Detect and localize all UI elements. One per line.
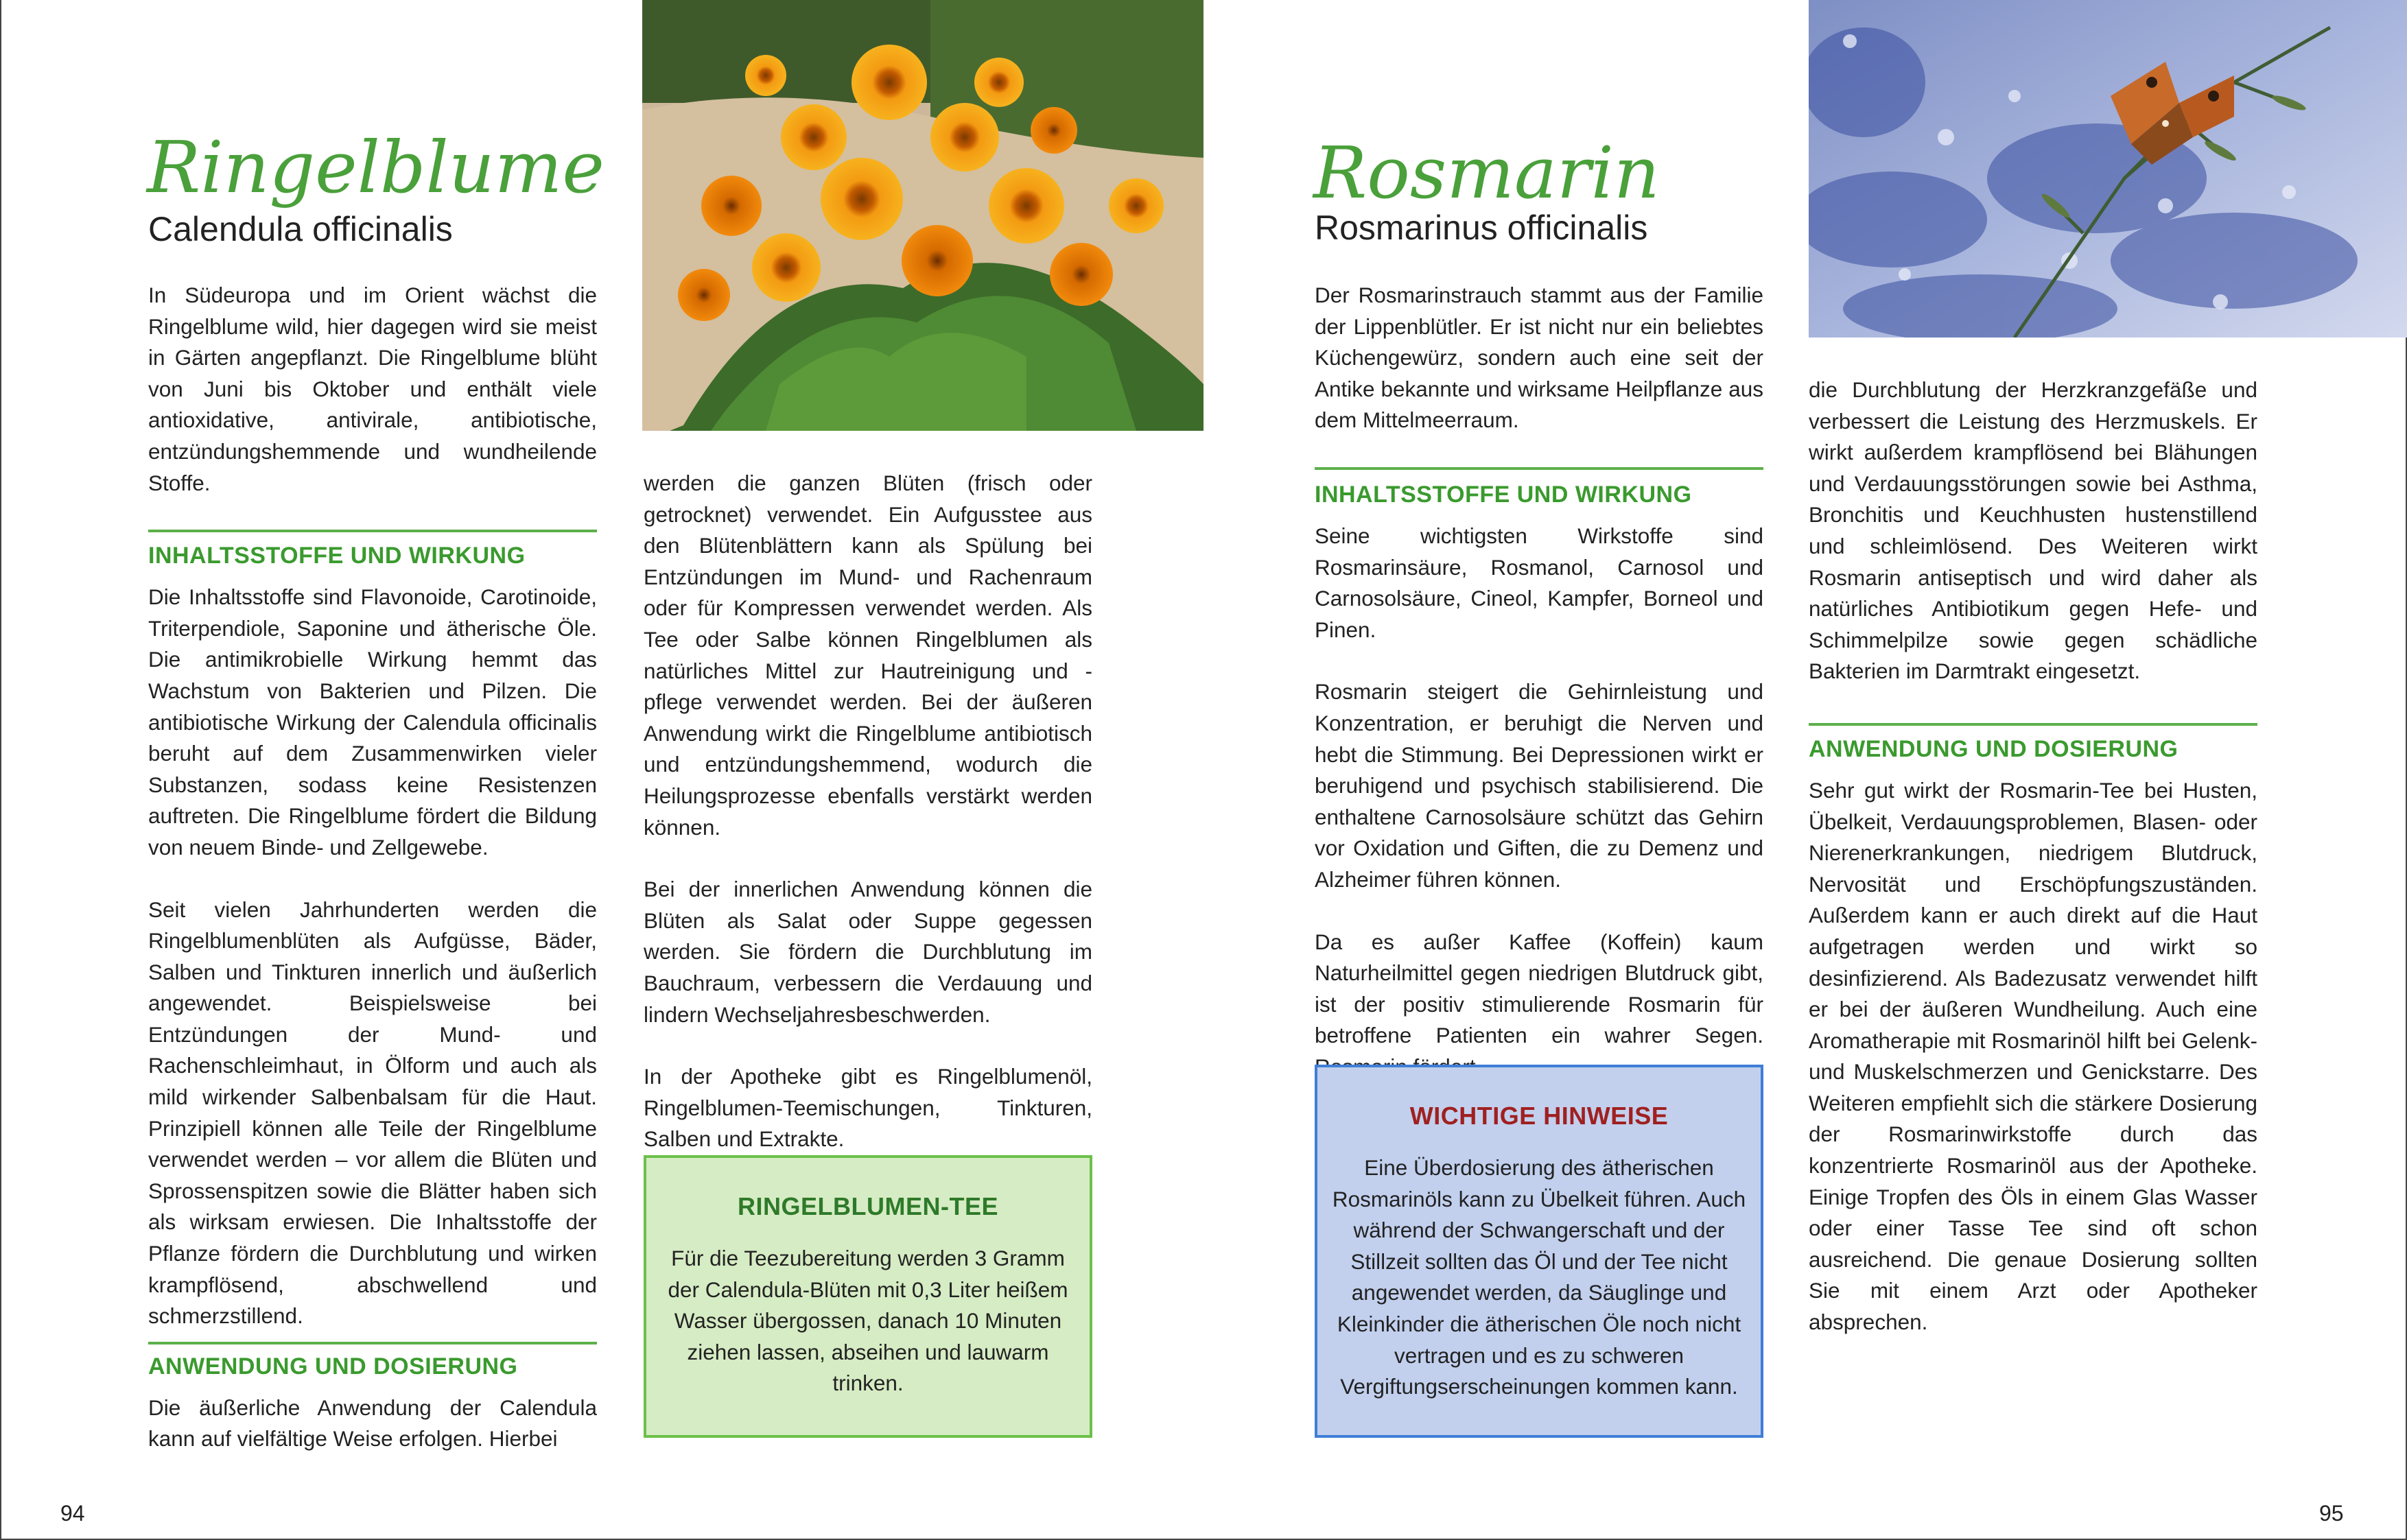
intro-paragraph: Der Rosmarinstrauch stammt aus der Familie der Lippenblütler. Er ist nicht nur ein beliebtes Küchengewürz, sondern auch eine seit der Antike bekannte und wirksame Heilpflanze aus dem Mittelmeerraum. bbox=[1315, 283, 1763, 433]
page-number-right: 95 bbox=[2319, 1501, 2344, 1526]
page-number-left: 94 bbox=[60, 1501, 85, 1526]
warning-box-text: Eine Überdosierung des ätherischen Rosmarinöls kann zu Übelkeit führen. Auch während der Schwangerschaft und der Stillzeit sollten das Öl und der Tee nicht angewendet werden, da Säuglinge und Kleinkinder die ätherischen Öle noch nicht vertragen und es zu schweren Vergiftungserscheinungen kommen kann. bbox=[1332, 1155, 1746, 1399]
page-subtitle-calendula: Calendula officinalis bbox=[148, 210, 453, 248]
warning-box bbox=[1315, 1065, 1763, 1438]
right-column-2 bbox=[1809, 375, 2257, 1369]
paragraph: die Durchblutung der Herzkranzgefäße und verbessert die Leistung des Herzmuskels. Er wirkt außerdem krampflösend bei Blähungen und Verdauungsstörungen sowie bei Asthma, Bronchitis und Keuchhusten hustenstillend und schleimlösend. Des Weiteren wirkt Rosmarin antiseptisch und wird daher als natürliches Antibiotikum gegen Hefe- und Schimmelpilze sowie gegen schädliche Bakterien im Darmtrakt eingesetzt. bbox=[1809, 377, 2257, 684]
paragraph: Die Inhaltsstoffe sind Flavonoide, Carotinoide, Triterpendiole, Saponine und ätherische Öle. Die antimikrobielle Wirkung hemmt das Wachstum von Bakterien und Pilzen. Die antibiotische Wirkung der Calendula officinalis beruht auf dem Zusammenwirken vieler Substanzen, sodass keine Resistenzen auftreten. Die Ringelblume fördert die Bildung von neuem Binde- und Zellgewebe. bbox=[148, 584, 597, 860]
paragraph: Da es außer Kaffee (Koffein) kaum Naturheilmittel gegen niedrigen Blutdruck gibt, ist der positiv stimulierende Rosmarin für betroffene Patienten ein wahrer Segen. bbox=[1315, 929, 1763, 1048]
tea-box-text: Für die Teezubereitung werden 3 Gramm der Calendula-Blüten mit 0,3 Liter heißem Wasser übergossen, danach 10 Minuten ziehen lassen, abseihen und lauwarm trinken. bbox=[668, 1246, 1068, 1396]
paragraph: Sehr gut wirkt der Rosmarin-Tee bei Husten, Übelkeit, Verdauungsproblemen, Blasen- oder Nierenerkrankungen, niedrigem Blutdruck, Nervosität und Erschöpfungszuständen. Außerdem kann er auch direkt auf die Haut aufgetragen werden und wirkt so desinfizierend. Als Badezusatz verwendet hilft er bei der äußeren Wundheilung. Auch eine Aromatherapie mit Rosmarinöl hilft bei Gelenk- und Muskelschmerzen und Genickstarre. Des Weiteren empfiehlt sich die stärkere Dosierung der Rosmarinwirkstoffe durch das konzentrierte Rosmarinöl aus der Apotheke. Einige Tropfen des Öls in einem Glas Wasser oder einer Tasse Tee sind oft schon ausreichend. Die genaue Dosierung sollten Sie mit einem Arzt oder Apotheker absprechen. bbox=[1809, 777, 2257, 1335]
section-divider bbox=[148, 1342, 597, 1344]
paragraph: werden die ganzen Blüten (frisch oder getrocknet) verwendet. Ein Aufgusstee aus den Blütenblättern kann als Spülung bei Entzündungen im Mund- und Rachenraum oder für Kompressen verwendet werden. Als Tee oder Salbe können Ringelblumen als natürliches Mittel zur Hautreinigung und -pflege verwendet werden. Bei der äußeren Anwendung wirkt die Ringelblume antibiotisch und entzündungshemmend, wodurch die Heilungsprozesse ebenfalls verstärkt werden können. bbox=[644, 471, 1092, 840]
section-divider bbox=[148, 530, 597, 532]
tea-box-heading: RINGELBLUMEN-TEE bbox=[738, 1192, 998, 1220]
intro-paragraph: In Südeuropa und im Orient wächst die Ringelblume wild, hier dagegen wird sie meist in Gärten angepflanzt. Die Ringelblume blüht von Juni bis Oktober und enthält viele antioxidative, antivirale, antibiotische, entzündungshemmende und wundheilende Stoffe. bbox=[148, 283, 597, 495]
left-column-2 bbox=[644, 468, 1092, 1186]
paragraph: Bei der innerlichen Anwendung können die Blüten als Salat oder Suppe gegessen werden. Sie fördern die Durchblutung im Bauchraum, verbessern die Verdauung und lindern Wechseljahresbeschwerden. bbox=[644, 877, 1092, 1027]
section-heading-anwendung: ANWENDUNG UND DOSIERUNG bbox=[148, 1353, 518, 1379]
page-subtitle-rosmarinus: Rosmarinus officinalis bbox=[1315, 209, 1648, 247]
section-heading-inhaltsstoffe: INHALTSSTOFFE UND WIRKUNG bbox=[148, 543, 526, 569]
paragraph: Die äußerliche Anwendung der Calendula kann auf vielfältige Weise erfolgen. Hierbei bbox=[148, 1395, 597, 1452]
paragraph: Rosmarin steigert die Gehirnleistung und Konzentration, er beruhigt die Nerven und hebt die Stimmung. Bei Depressionen wirkt er beruhigend und psychisch stabilisierend. Die enthaltene Carnosolsäure schützt das Gehirn vor Oxidation und Giften, die zu Demenz und Alzheimer führen können. bbox=[1315, 679, 1763, 892]
warning-box-heading: WICHTIGE HINWEISE bbox=[1409, 1102, 1669, 1130]
section-divider bbox=[1315, 467, 1763, 470]
section-divider bbox=[1809, 723, 2257, 726]
section-heading-anwendung: ANWENDUNG UND DOSIERUNG bbox=[1809, 735, 2179, 762]
paragraph: Seit vielen Jahrhunderten werden die Ringelblumenblüten als Aufgüsse, Bäder, Salben und Tinkturen innerlich und äußerlich angewendet. Beispielsweise bei Entzündungen der Mund- und Rachenschleimhaut, in Ölform und auch als mild wirkender Salbenbalsam für die Haut. Prinzipiell können alle Teile der Ringelblume verwendet werden – vor allem die Blüten und Sprossenspitzen sowie die Blätter haben sich als wirksam erwiesen. Die Inhaltsstoffe der Pflanze fördern die Durchblutung und wirken krampflösend, abschwellend und schmerzstillend. bbox=[148, 897, 597, 1329]
rosemary-photo bbox=[1809, 0, 2407, 337]
left-column-1 bbox=[148, 280, 597, 1486]
paragraph: Seine wichtigsten Wirkstoffe sind Rosmarinsäure, Rosmanol, Carnosol und Carnosolsäure, Cineol, Kampfer, Borneol und Pinen. bbox=[1315, 523, 1763, 642]
page-title-rosmarin: Rosmarin bbox=[1313, 131, 1660, 215]
page-title-ringelblume: Ringelblume bbox=[147, 126, 604, 209]
right-column-1 bbox=[1315, 280, 1763, 1113]
tea-tip-box bbox=[644, 1155, 1092, 1438]
paragraph: In der Apotheke gibt es Ringelblumenöl, Ringelblumen-Teemischungen, Tinkturen, Salben und Extrakte. bbox=[644, 1064, 1092, 1152]
page-frame-left bbox=[0, 0, 1, 1540]
calendula-photo bbox=[642, 0, 1204, 431]
section-heading-inhaltsstoffe: INHALTSSTOFFE UND WIRKUNG bbox=[1315, 481, 1692, 508]
